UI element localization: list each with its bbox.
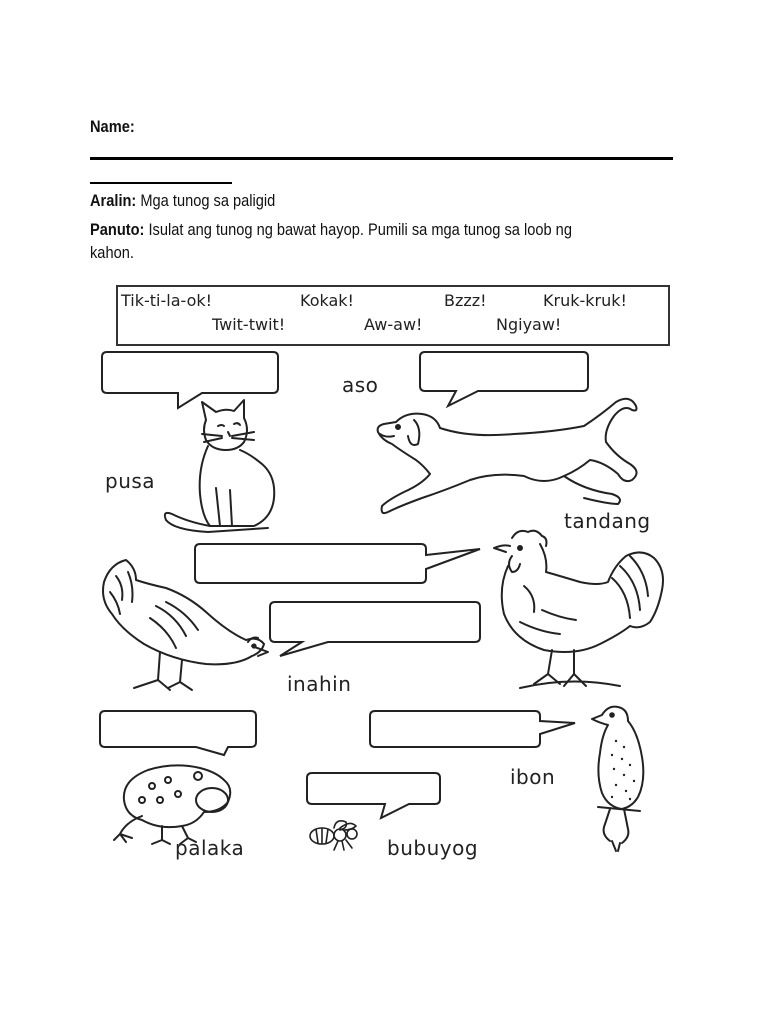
bee-illustration bbox=[306, 818, 368, 852]
word-krukkruk: Kruk-kruk! bbox=[543, 291, 627, 310]
panuto-line bbox=[90, 220, 572, 240]
answer-bubble-palaka[interactable] bbox=[98, 709, 260, 757]
label-aso: aso bbox=[342, 373, 379, 397]
aralin-text: Mga tunog sa paligid bbox=[140, 191, 276, 210]
panuto-text-cont: kahon. bbox=[90, 243, 134, 262]
answer-bubble-bubuyog[interactable] bbox=[305, 771, 445, 821]
rooster-illustration bbox=[490, 526, 672, 694]
label-inahin: inahin bbox=[287, 672, 352, 696]
hen-illustration bbox=[96, 556, 271, 696]
label-ibon: ibon bbox=[510, 765, 556, 789]
word-ngiyaw: Ngiyaw! bbox=[496, 315, 562, 334]
bird-illustration bbox=[588, 701, 656, 851]
panuto-text: Isulat ang tunog ng bawat hayop. Pumili sa mga tunog sa loob ng bbox=[148, 220, 572, 239]
word-awaw: Aw-aw! bbox=[364, 315, 423, 334]
label-bubuyog: bubuyog bbox=[387, 836, 479, 860]
name-label: Name: bbox=[90, 117, 135, 136]
aralin-label: Aralin: bbox=[90, 191, 137, 210]
word-tiktilaok: Tik-ti-la-ok! bbox=[121, 291, 213, 310]
answer-bubble-inahin[interactable] bbox=[268, 600, 486, 660]
word-bzzz: Bzzz! bbox=[444, 291, 487, 310]
aralin-line bbox=[90, 191, 275, 211]
name-line-long[interactable] bbox=[90, 157, 673, 160]
cat-illustration bbox=[158, 398, 288, 534]
name-line-short[interactable] bbox=[90, 182, 232, 184]
label-pusa: pusa bbox=[105, 469, 156, 493]
word-kokak: Kokak! bbox=[300, 291, 354, 310]
label-tandang: tandang bbox=[564, 509, 651, 533]
dog-illustration bbox=[374, 394, 644, 522]
frog-illustration bbox=[112, 760, 236, 846]
label-palaka: palaka bbox=[175, 836, 245, 860]
answer-bubble-ibon[interactable] bbox=[368, 708, 578, 750]
word-twittwit: Twit-twit! bbox=[212, 315, 286, 334]
panuto-label: Panuto: bbox=[90, 220, 145, 239]
